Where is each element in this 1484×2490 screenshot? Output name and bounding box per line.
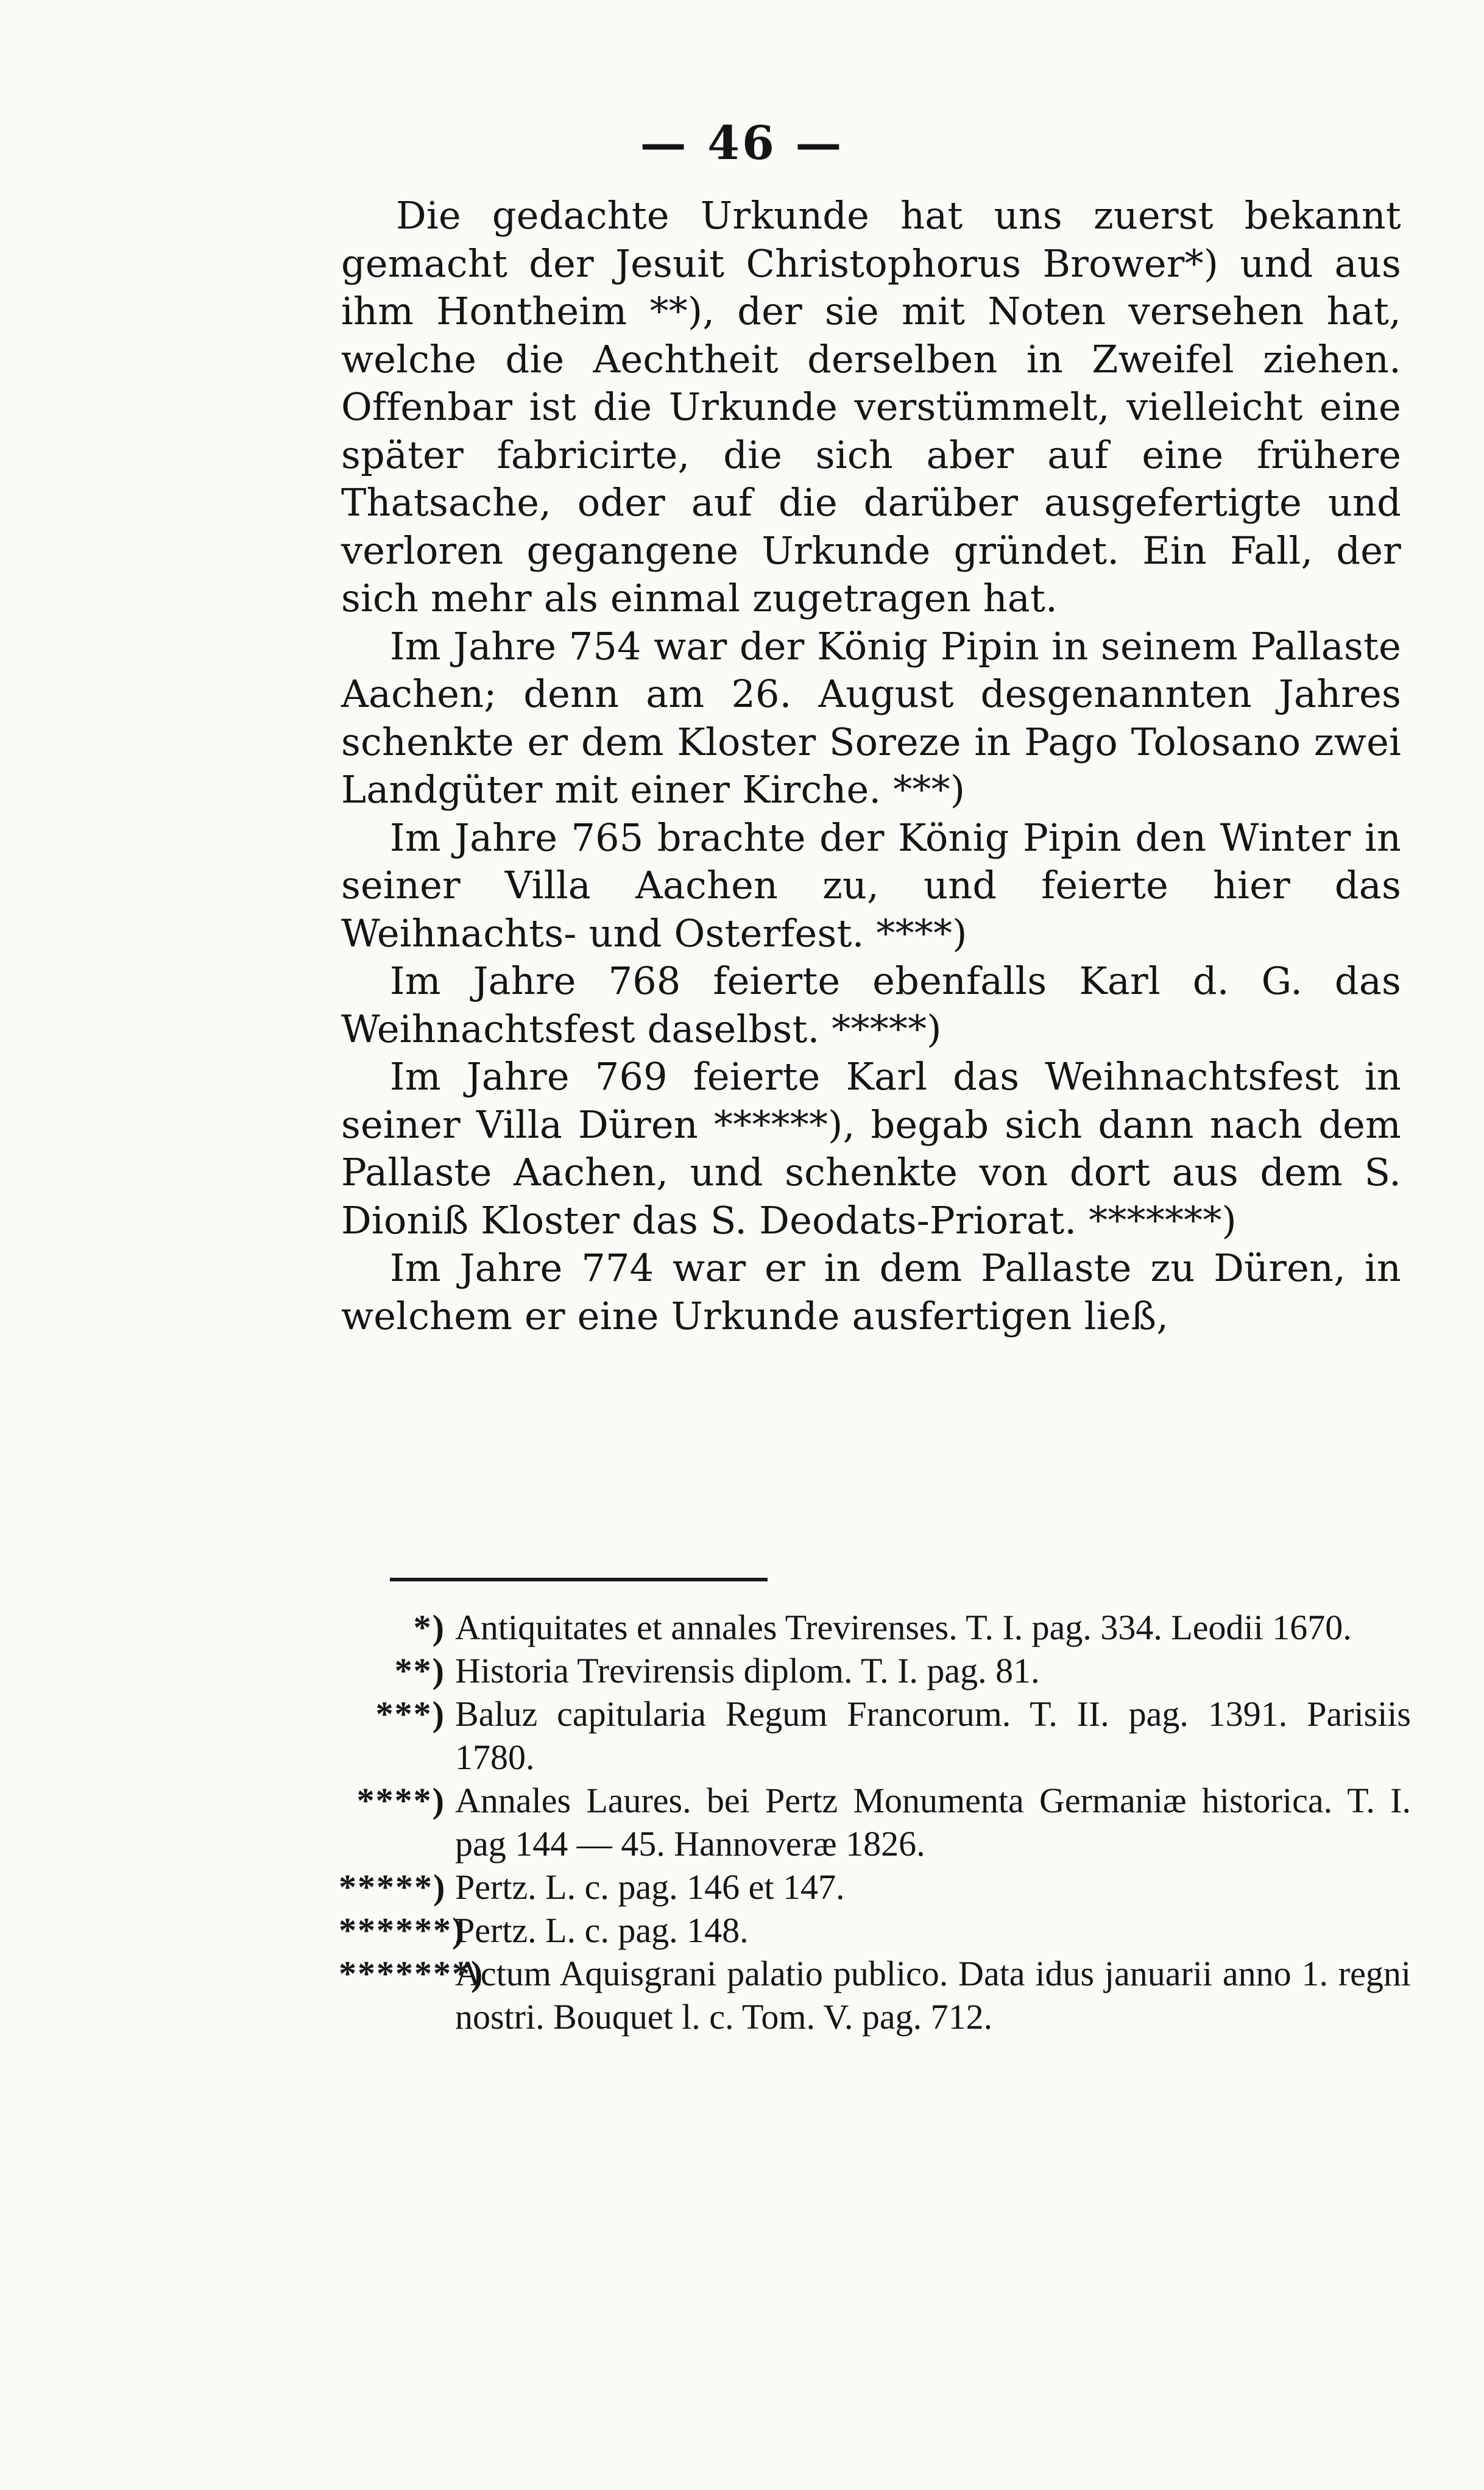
footnote-mark: *) [413,1608,445,1647]
footnote-text: Pertz. L. c. pag. 146 et 147. [455,1867,845,1907]
footnote [339,1779,1411,1865]
footnote [339,1865,1411,1909]
footnote [339,1649,1411,1692]
footnote-text: Pertz. L. c. pag. 148. [455,1910,749,1950]
footnote-mark: ******) [339,1910,465,1950]
page-number: — 46 — [640,116,844,170]
paragraph: Im Jahre 754 war der König Pipin in seinem Pallaste Aachen; denn am 26. August desgenannten Jahres schenkte er dem Kloster Soreze in Pago Tolosano zwei Landgüter mit einer Kirche. ***) [341,623,1401,812]
footnote [339,1952,1411,2038]
paragraph: Im Jahre 769 feierte Karl das Weihnachtsfest in seiner Villa Düren ******), begab sich dann nach dem Pallaste Aachen, und schenkte von dort aus dem S. Dioniß Kloster das S. Deodats-Priorat. *******) [341,1054,1401,1243]
footnote-separator [390,1578,768,1581]
paragraph: Im Jahre 774 war er in dem Pallaste zu Düren, in welchem er eine Urkunde ausfertigen ließ, [341,1246,1401,1338]
paragraph: Im Jahre 765 brachte der König Pipin den Winter in seiner Villa Aachen zu, und feierte hier das Weihnachts- und Osterfest. ****) [341,815,1401,956]
footnote-mark: *******) [339,1954,484,1993]
footnote [339,1692,1411,1779]
footnote-text: Baluz capitularia Regum Francorum. T. II. pag. 1391. Parisiis 1780. [455,1694,1411,1777]
footnote-text: Antiquitates et annales Trevirenses. T. I. pag. 334. Leodii 1670. [455,1608,1352,1647]
paragraph: Die gedachte Urkunde hat uns zuerst bekannt gemacht der Jesuit Christophorus Brower*) und aus ihm Hontheim **), der sie mit Noten versehen hat, welche die Aechtheit derselben in Zweifel ziehen. Offenbar ist die Urkunde verstümmelt, vielleicht eine später fabricirte, die sich aber auf eine frühere Thatsache, oder auf die darüber ausgefertigte und verloren gegangene Urkunde gründet. Ein Fall, der sich mehr als einmal zugetragen hat. [341,193,1401,620]
footnote-mark: *****) [339,1867,447,1907]
footnotes [339,1606,1411,2038]
footnote-text: Historia Trevirensis diplom. T. I. pag. 81. [455,1651,1040,1690]
footnote-mark: **) [394,1651,445,1690]
main-text [341,192,1401,1340]
footnote [339,1909,1411,1952]
footnote-text: Annales Laures. bei Pertz Monumenta Germaniæ historica. T. I. pag 144 — 45. Hannoveræ 1826. [455,1781,1411,1864]
footnote-text: Actum Aquisgrani palatio publico. Data idus januarii anno 1. regni nostri. Bouquet l. c. Tom. V. pag. 712. [455,1954,1411,2037]
footnote [339,1606,1411,1649]
footnote-mark: ****) [356,1781,445,1820]
paragraph: Im Jahre 768 feierte ebenfalls Karl d. G. das Weihnachtsfest daselbst. *****) [341,959,1401,1051]
footnote-mark: ***) [375,1694,445,1734]
